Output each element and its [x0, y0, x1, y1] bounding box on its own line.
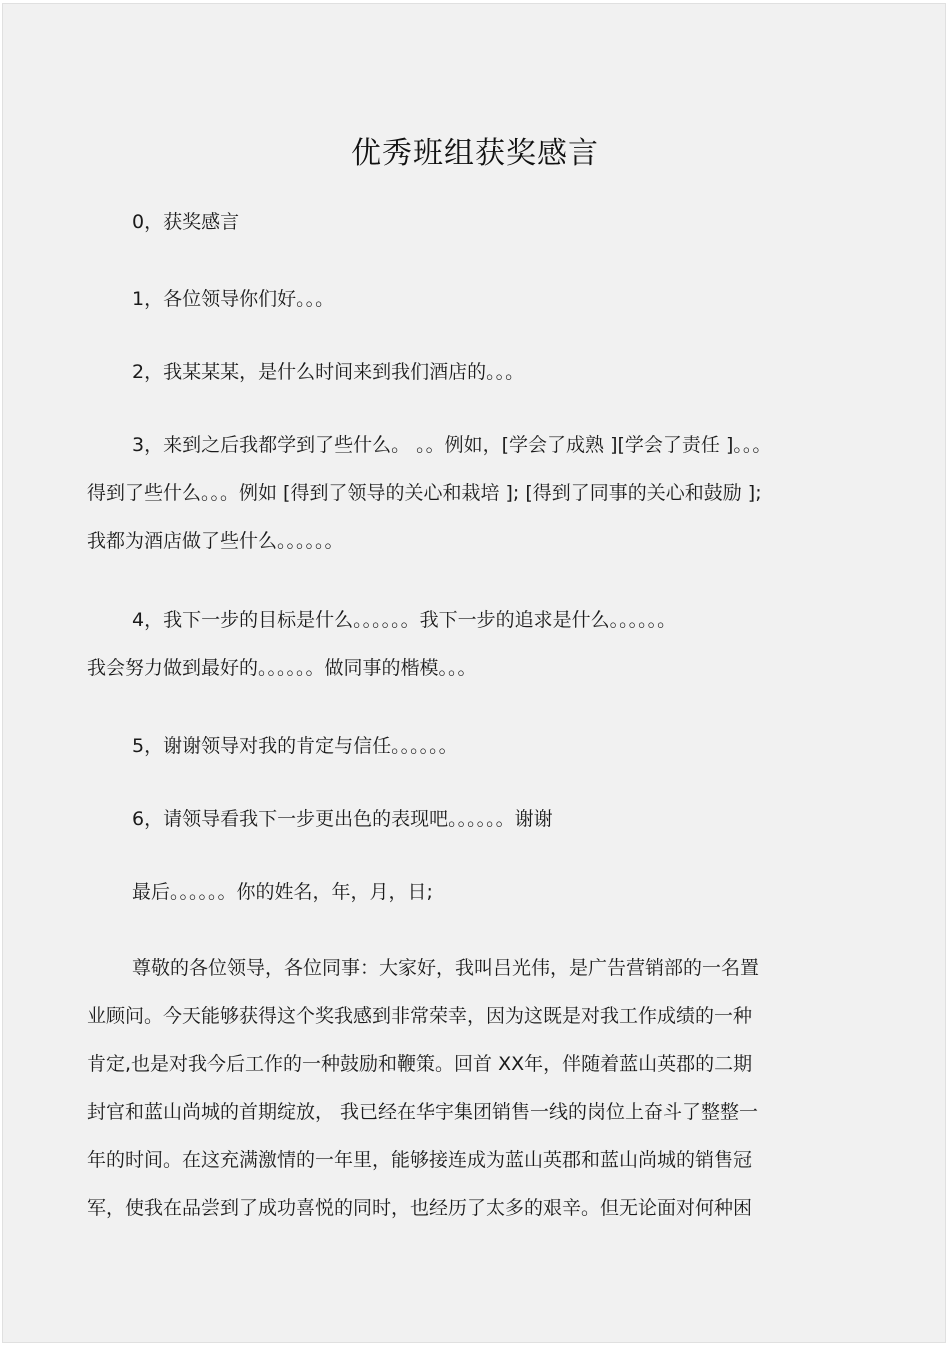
paragraph-item-0	[87, 198, 877, 246]
paragraph-line: 6，请领导看我下一步更出色的表现吧。。。。。。谢谢	[132, 808, 553, 830]
paragraph-item-3	[87, 421, 877, 565]
document-page	[2, 3, 946, 1343]
paragraph-line: 尊敬的各位领导，各位同事：大家好，我叫吕光伟，是广告营销部的一名置	[132, 957, 760, 979]
paragraph-line: 4，我下一步的目标是什么。。。。。。我下一步的追求是什么。。。。。。	[132, 609, 677, 631]
paragraph-line: 我会努力做到最好的。。。。。。做同事的楷模。。。	[87, 657, 477, 679]
paragraph-closing	[87, 868, 877, 916]
paragraph-line: 最后。。。。。。你的姓名，年，月，日;	[132, 881, 433, 903]
document-title: 优秀班组获奖感言	[351, 136, 599, 171]
paragraph-line: 得到了些什么。。。例如 [得到了领导的关心和栽培 ]; [得到了同事的关心和鼓励 ];	[87, 482, 762, 504]
paragraph-item-5	[87, 722, 877, 770]
paragraph-line: 1，各位领导你们好。。。	[132, 288, 335, 310]
paragraph-line: 5，谢谢领导对我的肯定与信任。。。。。。	[132, 735, 458, 757]
paragraph-line: 军，使我在品尝到了成功喜悦的同时，也经历了太多的艰辛。但无论面对何种困	[87, 1197, 753, 1219]
paragraph-line: 3，来到之后我都学到了些什么。 。。例如，[学会了成熟 ][学会了责任 ]。。。	[132, 434, 772, 456]
paragraph-line: 肯定,也是对我今后工作的一种鼓励和鞭策。回首 XX年，伴随着蓝山英郡的二期	[87, 1053, 753, 1075]
paragraph-line: 年的时间。在这充满激情的一年里，能够接连成为蓝山英郡和蓝山尚城的销售冠	[87, 1149, 753, 1171]
paragraph-item-2	[87, 348, 877, 396]
paragraph-item-6	[87, 795, 877, 843]
paragraph-line: 2，我某某某，是什么时间来到我们酒店的。。。	[132, 361, 525, 383]
paragraph-line: 业顾问。今天能够获得这个奖我感到非常荣幸，因为这既是对我工作成绩的一种	[87, 1005, 753, 1027]
paragraph-item-1	[87, 275, 877, 323]
paragraph-line: 封官和蓝山尚城的首期绽放， 我已经在华宇集团销售一线的岗位上奋斗了整整一	[87, 1101, 759, 1123]
paragraph-item-4	[87, 596, 877, 692]
paragraph-line: 我都为酒店做了些什么。。。。。。	[87, 530, 344, 552]
paragraph-speech	[87, 944, 877, 1232]
paragraph-line: 0，获奖感言	[132, 211, 240, 233]
